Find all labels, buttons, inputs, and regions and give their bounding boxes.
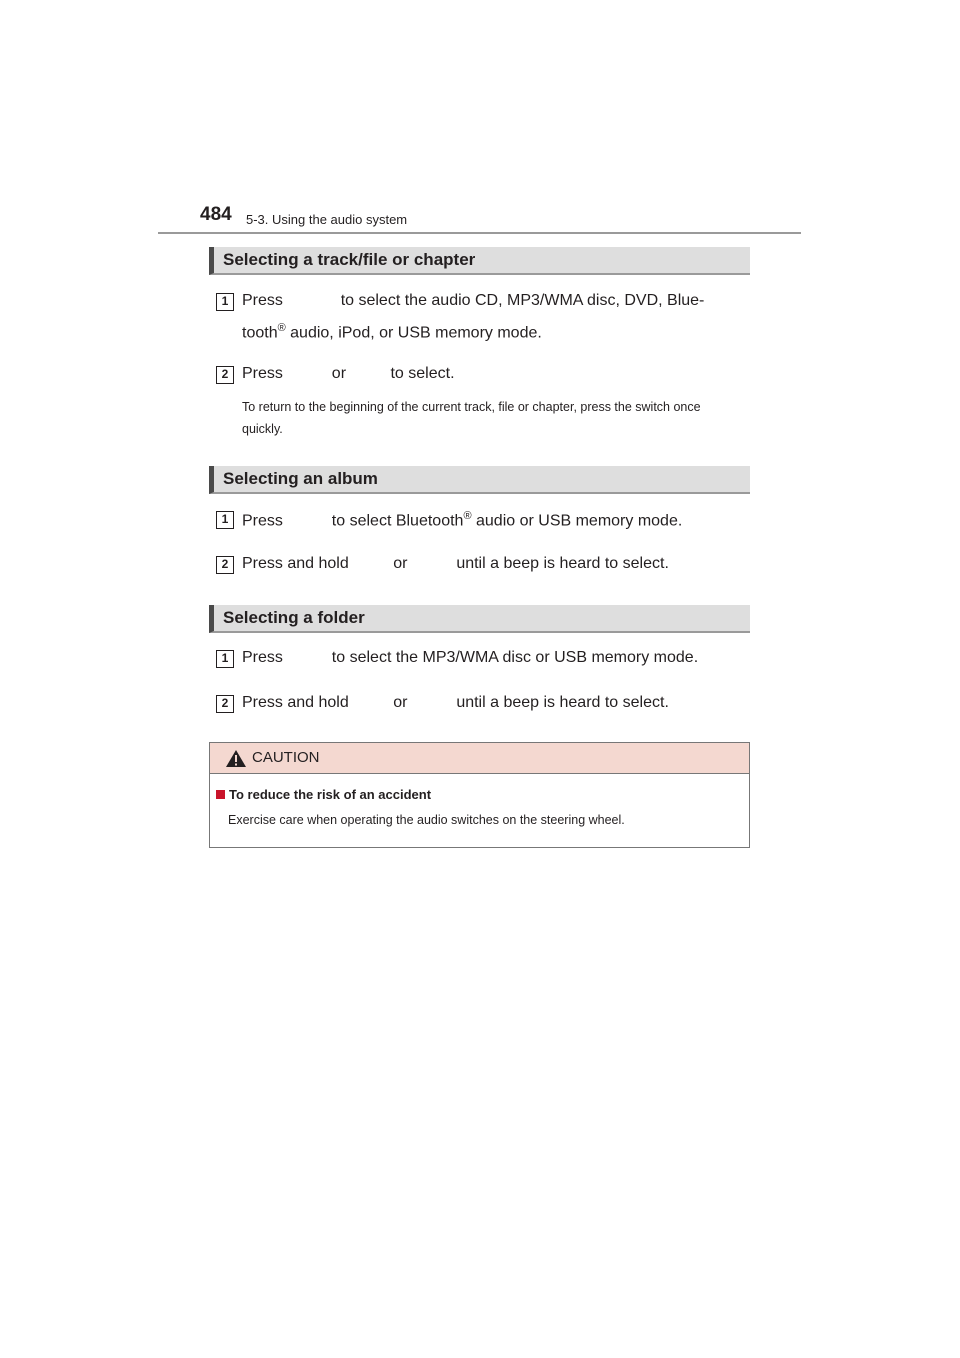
caution-item-text: Exercise care when operating the audio switches on the steering wheel.	[228, 813, 625, 827]
step-number-1: 1	[216, 293, 234, 311]
step-number-2: 2	[216, 366, 234, 384]
section-heading-track	[209, 247, 750, 275]
registered-mark: ®	[277, 322, 286, 334]
page-number: 484	[200, 204, 232, 225]
caution-box	[209, 742, 750, 848]
header-rule	[158, 232, 801, 234]
section-heading-folder	[209, 605, 750, 633]
step-text-part: Press to select Bluetooth	[242, 512, 464, 530]
section-heading-album-label: Selecting an album	[223, 469, 378, 488]
step-note: To return to the beginning of the current track, file or chapter, press the switch once quickly.	[242, 400, 701, 436]
caution-header	[210, 743, 749, 774]
step-text-part: audio or USB memory mode.	[471, 512, 683, 530]
red-square-bullet-icon	[216, 790, 225, 799]
step-number-2: 2	[216, 556, 234, 574]
step-number-1: 1	[216, 511, 234, 529]
section-header: 5-3. Using the audio system	[246, 212, 408, 227]
step-number-1: 1	[216, 650, 234, 668]
caution-item-title-text: To reduce the risk of an accident	[229, 787, 432, 802]
caution-title: CAUTION	[252, 749, 320, 766]
section-heading-folder-label: Selecting a folder	[223, 608, 365, 627]
step-text: Press or to select.	[242, 365, 455, 382]
section-heading-track-label: Selecting a track/file or chapter	[223, 250, 476, 269]
step-text	[242, 292, 704, 310]
section-heading-album	[209, 466, 750, 494]
step-text-part: Press to select the audio CD, MP3/WMA disc, DVD, Blue-	[242, 292, 705, 309]
step-text-part: tooth	[242, 324, 278, 342]
step-text-continued	[242, 322, 542, 342]
step-text	[242, 510, 682, 530]
step-text: Press and hold or until a beep is heard to select.	[242, 555, 669, 572]
caution-item-title	[216, 787, 431, 802]
warning-triangle-icon	[225, 749, 247, 768]
registered-mark: ®	[463, 510, 472, 522]
step-text: Press and hold or until a beep is heard to select.	[242, 694, 669, 711]
step-text-part: audio, iPod, or USB memory mode.	[285, 324, 542, 342]
step-number-2: 2	[216, 695, 234, 713]
step-text: Press to select the MP3/WMA disc or USB memory mode.	[242, 649, 699, 666]
